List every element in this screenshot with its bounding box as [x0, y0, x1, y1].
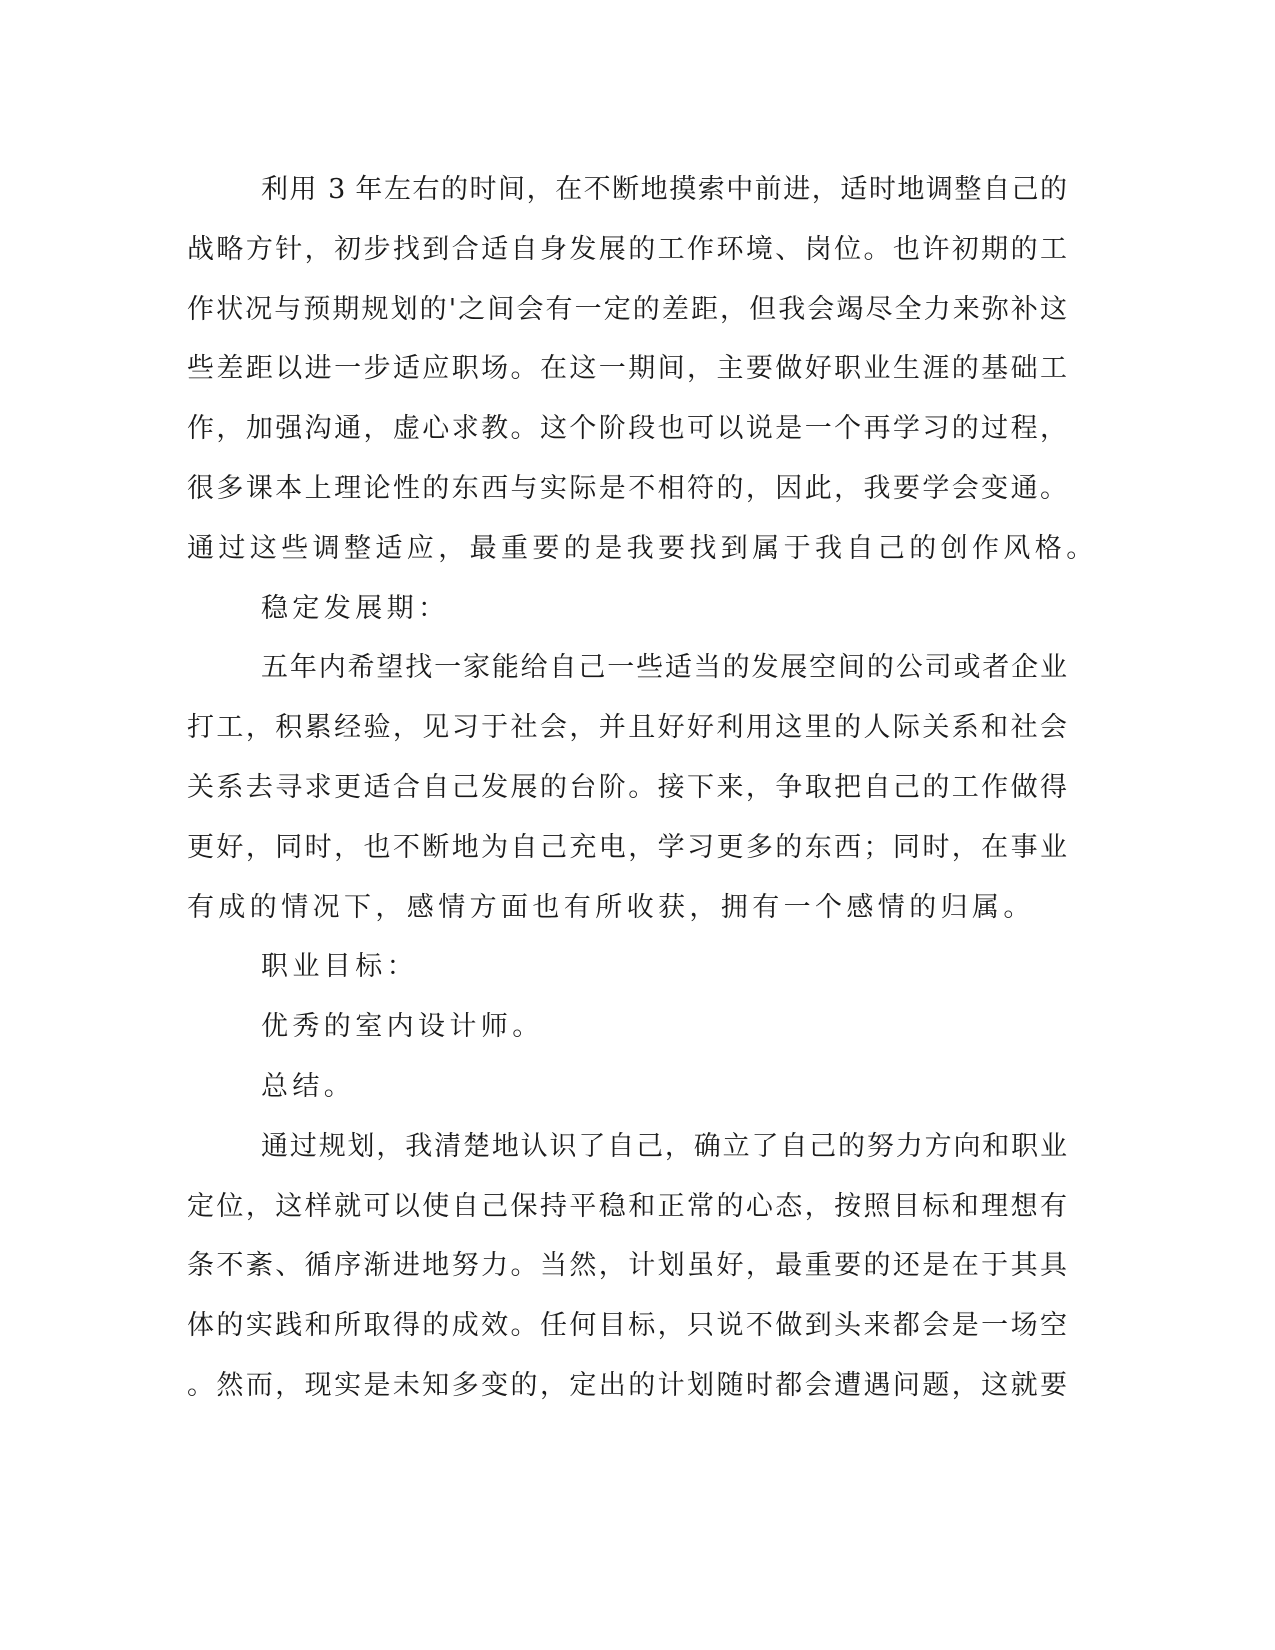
text-line: 优秀的室内设计师。: [261, 1011, 544, 1043]
text-line: 战略方针，初步找到合适自身发展的工作环境、岗位。也许初期的工: [187, 233, 1067, 265]
text-line: 关系去寻求更适合自己发展的台阶。接下来，争取把自己的工作做得: [187, 771, 1067, 803]
text-line: 作，加强沟通，虚心求教。这个阶段也可以说是一个再学习的过程，: [187, 413, 1067, 445]
section-heading-stable-development: 稳定发展期：: [261, 592, 450, 624]
section-heading-summary: 总结。: [261, 1070, 356, 1102]
text-line: 体的实践和所取得的成效。任何目标，只说不做到头来都会是一场空: [187, 1310, 1067, 1342]
document-body: [187, 160, 1098, 1416]
text-line: 。然而，现实是未知多变的，定出的计划随时都会遭遇问题，这就要: [187, 1369, 1067, 1401]
text-line: 通过这些调整适应，最重要的是我要找到属于我自己的创作风格。: [187, 532, 1098, 564]
text-line: 作状况与预期规划的'之间会有一定的差距，但我会竭尽全力来弥补这: [187, 293, 1067, 325]
text-line: 条不紊、循序渐进地努力。当然，计划虽好，最重要的还是在于其具: [187, 1250, 1067, 1282]
text-line: 打工，积累经验，见习于社会，并且好好利用这里的人际关系和社会: [187, 712, 1067, 744]
section-heading-career-goal: 职业目标：: [261, 951, 418, 983]
text-line: 五年内希望找一家能给自己一些适当的发展空间的公司或者企业: [261, 652, 1067, 684]
text-line: 更好，同时，也不断地为自己充电，学习更多的东西；同时，在事业: [187, 831, 1067, 863]
text-line: 定位，这样就可以使自己保持平稳和正常的心态，按照目标和理想有: [187, 1190, 1067, 1222]
text-line: 些差距以进一步适应职场。在这一期间，主要做好职业生涯的基础工: [187, 353, 1067, 385]
text-line: 很多课本上理论性的东西与实际是不相符的，因此，我要学会变通。: [187, 472, 1067, 504]
text-line: 通过规划，我清楚地认识了自己，确立了自己的努力方向和职业: [261, 1130, 1067, 1162]
text-line: 利用 3 年左右的时间，在不断地摸索中前进，适时地调整自己的: [261, 174, 1067, 205]
text-line: 有成的情况下，感情方面也有所收获，拥有一个感情的归属。: [187, 891, 1035, 923]
